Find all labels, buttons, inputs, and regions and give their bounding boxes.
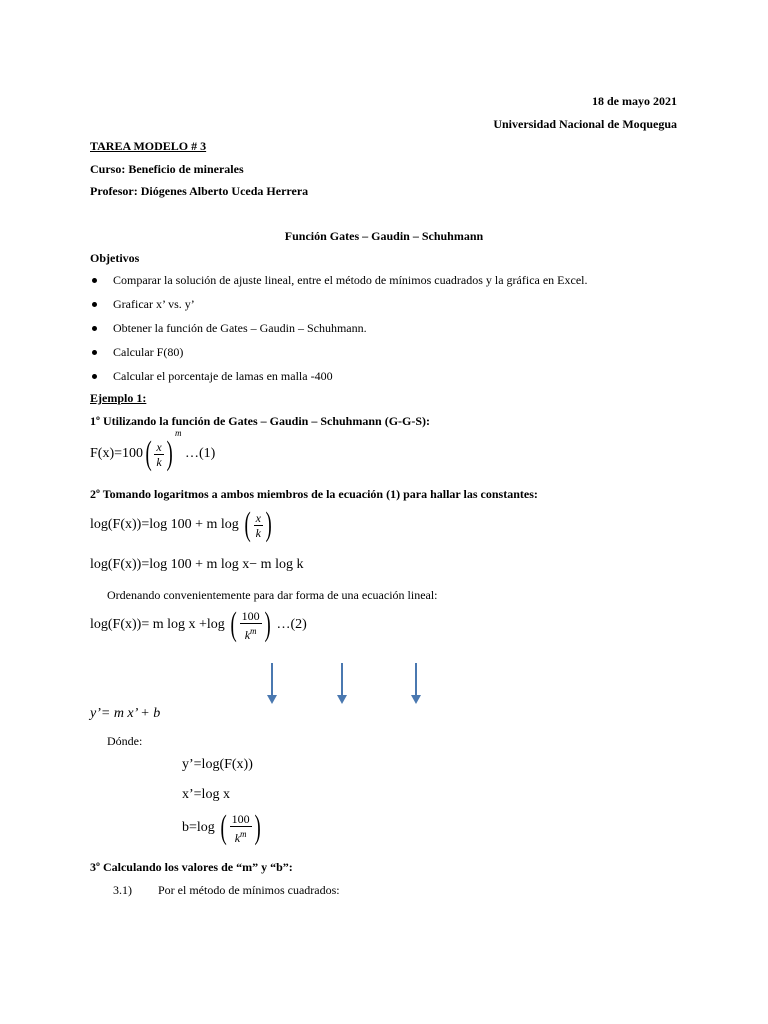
section-title: Función Gates – Gaudin – Schuhmann <box>284 229 484 243</box>
eq4-denominator: k <box>244 627 251 642</box>
def-y: y’=log(F(x)) <box>182 757 253 772</box>
assignment-title: TAREA MODELO # 3 <box>90 139 207 153</box>
course-line: Curso: Beneficio de minerales <box>90 162 244 176</box>
equation-5: y’= m x’ + b <box>90 706 161 721</box>
def-b-numerator: 100 <box>231 811 250 826</box>
where-text: Dónde: <box>107 734 143 748</box>
document-date: 18 de mayo 2021 <box>592 94 677 108</box>
sub31-text: Por el método de mínimos cuadrados: <box>158 883 340 897</box>
eq4-numerator: 100 <box>241 608 260 623</box>
bullet-icon <box>92 374 97 379</box>
eq1-tag: …(1) <box>185 446 216 462</box>
eq2-denominator: k <box>255 525 261 540</box>
def-b-den-exponent: m <box>240 828 247 839</box>
down-arrow-icon <box>341 663 343 697</box>
example-heading: Ejemplo 1: <box>90 391 147 405</box>
professor-line: Profesor: Diógenes Alberto Uceda Herrera <box>90 184 309 198</box>
equation-2: log(F(x))=log 100 + m log ( $\frac{x}{k}$ ) <box>90 506 272 543</box>
def-b-lhs: b=log <box>182 820 215 836</box>
objective-item: Graficar x’ vs. y’ <box>113 297 195 311</box>
objective-item: Calcular el porcentaje de lamas en malla -400 <box>113 369 333 383</box>
university-name: Universidad Nacional de Moquegua <box>493 117 677 131</box>
eq2-numerator: x <box>255 510 261 525</box>
def-b: b=log ( $\frac{100}{k^m}$ ) <box>182 809 261 846</box>
objective-item: Obtener la función de Gates – Gaudin – Schuhmann. <box>113 321 367 335</box>
down-arrow-icon <box>415 663 417 697</box>
def-x: x’=log x <box>182 787 230 802</box>
bullet-icon <box>92 326 97 331</box>
bullet-icon <box>92 350 97 355</box>
bullet-icon <box>92 278 97 283</box>
eq1-lhs: F(x)=100 <box>90 446 144 462</box>
eq1-denominator: k <box>156 454 162 469</box>
step2-text: 2º Tomando logaritmos a ambos miembros de la ecuación (1) para hallar las constantes: <box>90 487 538 501</box>
equation-4: log(F(x))= m log x +log ( $\frac{100}{k^m}$ ) …(2) <box>90 606 307 643</box>
step3-text: 3º Calculando los valores de “m” y “b”: <box>90 860 293 874</box>
objective-item: Calcular F(80) <box>113 345 184 359</box>
equation-1: F(x)=100( $\frac{x}{k}$ )$^m$ …(1) <box>90 427 216 472</box>
order-text: Ordenando convenientemente para dar forma de una ecuación lineal: <box>107 588 438 602</box>
down-arrow-icon <box>271 663 273 697</box>
sub31-number: 3.1) <box>113 883 132 897</box>
eq2-lhs: log(F(x))=log 100 + m log <box>90 517 239 533</box>
step1-text: 1º Utilizando la función de Gates – Gaudin – Schuhmann (G-G-S): <box>90 414 431 428</box>
def-b-denominator: k <box>234 830 241 845</box>
objective-item: Comparar la solución de ajuste lineal, entre el método de mínimos cuadrados y la gráfica en Excel. <box>113 273 588 287</box>
bullet-icon <box>92 302 97 307</box>
eq1-numerator: x <box>156 439 162 454</box>
objectives-heading: Objetivos <box>90 251 140 265</box>
eq4-tag: …(2) <box>276 617 307 633</box>
eq4-den-exponent: m <box>250 625 257 636</box>
eq4-lhs: log(F(x))= m log x +log <box>90 617 225 633</box>
equation-3: log(F(x))=log 100 + m log x− m log k <box>90 557 304 572</box>
eq1-exponent: m <box>175 427 182 438</box>
